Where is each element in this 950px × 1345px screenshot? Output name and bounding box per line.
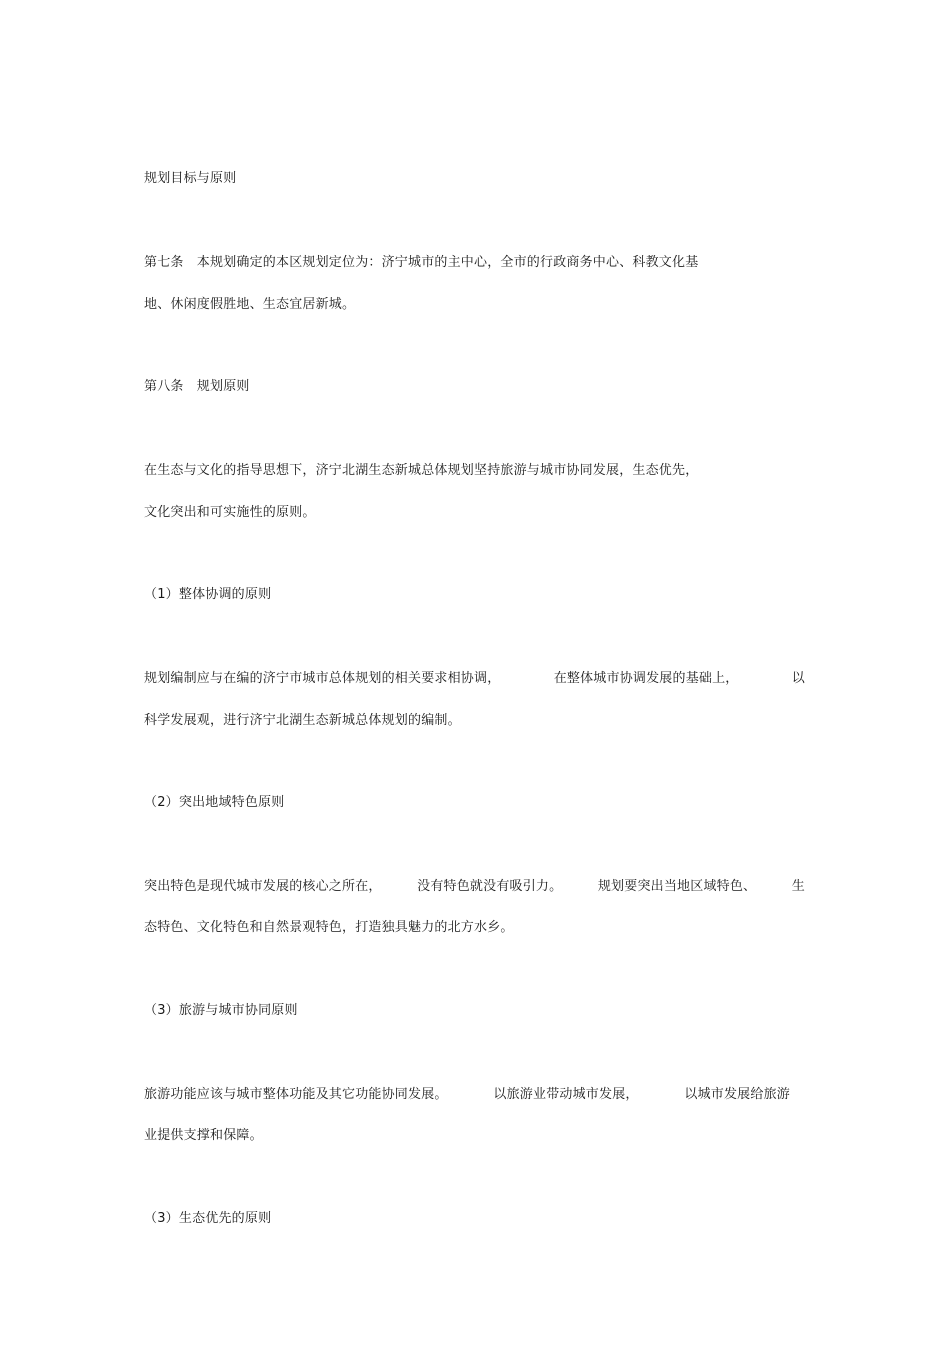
principle-1-line-1-part-1: 规划编制应与在编的济宁市城市总体规划的相关要求相协调， [144,671,501,686]
principle-3-line-1 [144,1086,790,1104]
principle-1-line-1-part-2: 在整体城市协调发展的基础上， [553,671,739,686]
principle-3-title: （3）旅游与城市协同原则 [144,1003,298,1018]
principle-3-line-1-part-3: 以城市发展给旅游 [684,1087,790,1102]
principle-1-line-1 [144,670,805,688]
principle-2-line-2: 态特色、文化特色和自然景观特色，打造独具魅力的北方水乡。 [144,920,514,935]
principle-3-line-1-part-2: 以旅游业带动城市发展， [493,1087,639,1102]
article-7-line-1: 第七条 本规划确定的本区规划定位为：济宁城市的主中心，全市的行政商务中心、科教文化基 [144,255,699,270]
principle-1-line-2: 科学发展观，进行济宁北湖生态新城总体规划的编制。 [144,713,461,728]
principle-4-title: （3）生态优先的原则 [144,1211,272,1226]
article-8-line-2: 文化突出和可实施性的原则。 [144,505,316,520]
section-heading: 规划目标与原则 [144,171,237,186]
article-8-title: 第八条 规划原则 [144,379,250,394]
principle-1-title: （1）整体协调的原则 [144,587,272,602]
article-7-line-2: 地、休闲度假胜地、生态宜居新城。 [144,297,356,312]
principle-2-line-1-part-3: 规划要突出当地区域特色、 [597,879,757,894]
principle-2-line-1-part-2: 没有特色就没有吸引力。 [417,879,563,894]
principle-1-line-1-part-3: 以 [791,671,805,686]
principle-2-title: （2）突出地域特色原则 [144,795,285,810]
principle-2-line-1-part-4: 生 [791,879,805,894]
article-8-line-1: 在生态与文化的指导思想下，济宁北湖生态新城总体规划坚持旅游与城市协同发展，生态优先， [144,463,699,478]
principle-2-line-1 [144,878,805,896]
principle-2-line-1-part-1: 突出特色是现代城市发展的核心之所在， [144,879,382,894]
principle-3-line-2: 业提供支撑和保障。 [144,1128,263,1143]
principle-3-line-1-part-1: 旅游功能应该与城市整体功能及其它功能协同发展。 [144,1087,448,1102]
